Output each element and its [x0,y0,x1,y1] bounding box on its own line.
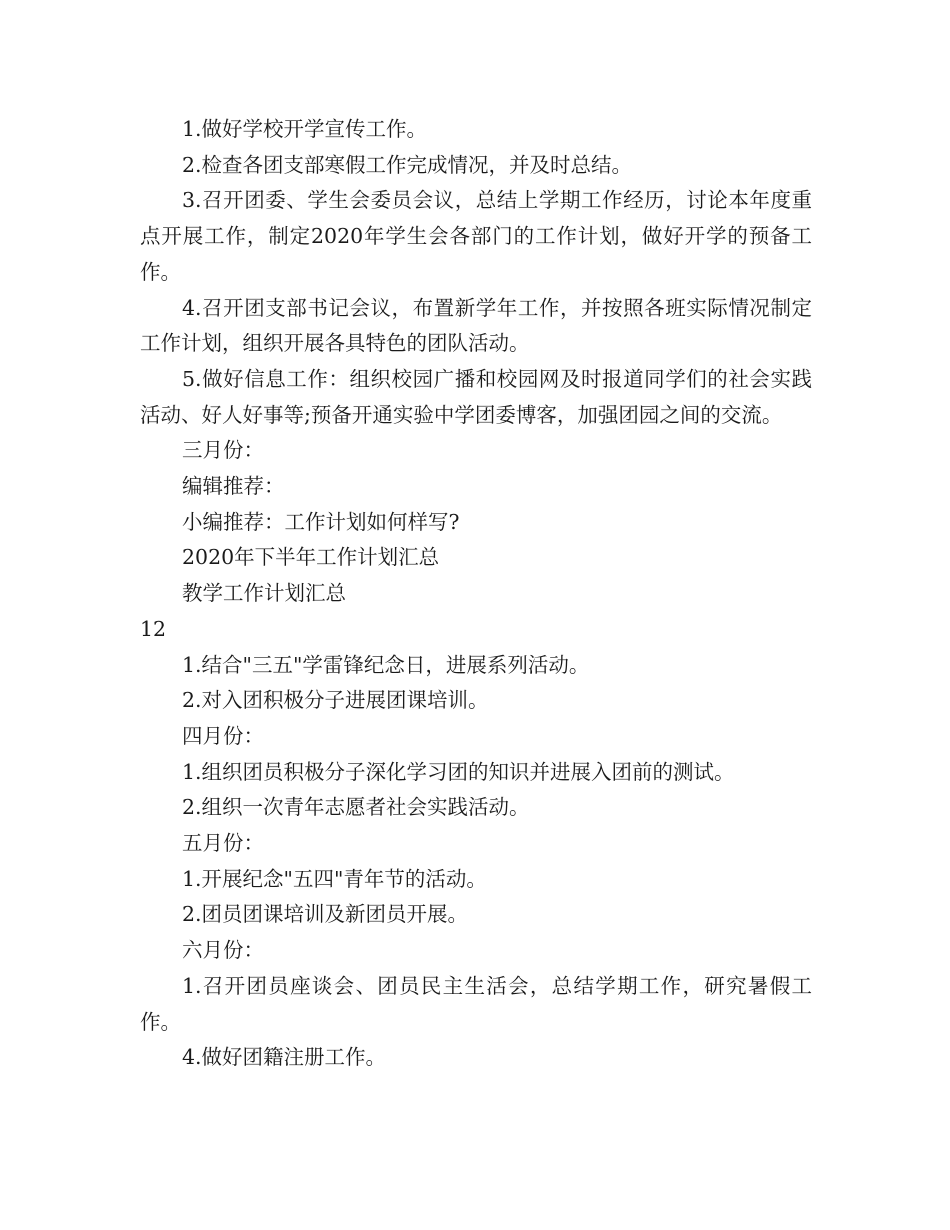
recommend-link-3[interactable]: 教学工作计划汇总 [182,581,346,606]
paragraph-april-2: 2.组织一次青年志愿者社会实践活动。 [182,795,530,820]
heading-march: 三月份： [182,438,264,463]
paragraph-march-1: 1.结合"三五"学雷锋纪念日，进展系列活动。 [182,652,590,677]
paragraph-3: 3.召开团委、学生会委员会议，总结上学期工作经历，讨论本年度重点开展工作，制定2020年学生会各部门的工作计划，做好开学的预备工作。 [140,188,812,284]
heading-june: 六月份： [182,938,264,963]
paragraph-june-4: 4.做好团籍注册工作。 [182,1045,387,1070]
paragraph-may-2: 2.团员团课培训及新团员开展。 [182,902,469,927]
heading-april: 四月份： [182,723,264,748]
paragraph-may-1: 1.开展纪念"五四"青年节的活动。 [182,866,487,891]
paragraph-april-1: 1.组织团员积极分子深化学习团的知识并进展入团前的测试。 [182,759,735,784]
paragraph-5: 5.做好信息工作：组织校园广播和校园网及时报道同学们的社会实践活动、好人好事等;预备开通实验中学团委博客，加强团园之间的交流。 [140,366,812,427]
paragraph-march-2: 2.对入团积极分子进展团课培训。 [182,688,489,713]
paragraph-4: 4.召开团支部书记会议，布置新学年工作，并按照各班实际情况制定工作计划，组织开展各具特色的团队活动。 [140,295,812,356]
editor-recommend: 编辑推荐： [182,474,285,499]
paragraph-2: 2.检查各团支部寒假工作完成情况，并及时总结。 [182,152,633,177]
heading-may: 五月份： [182,831,264,856]
paragraph-june-1: 1.召开团员座谈会、团员民主生活会，总结学期工作，研究暑假工作。 [140,973,812,1034]
page-number-marker: 12 [140,616,167,641]
document-body [140,112,812,1076]
recommend-link-1[interactable]: 小编推荐：工作计划如何样写? [182,509,460,534]
recommend-link-2[interactable]: 2020年下半年工作计划汇总 [182,545,440,570]
paragraph-1: 1.做好学校开学宣传工作。 [182,117,428,141]
